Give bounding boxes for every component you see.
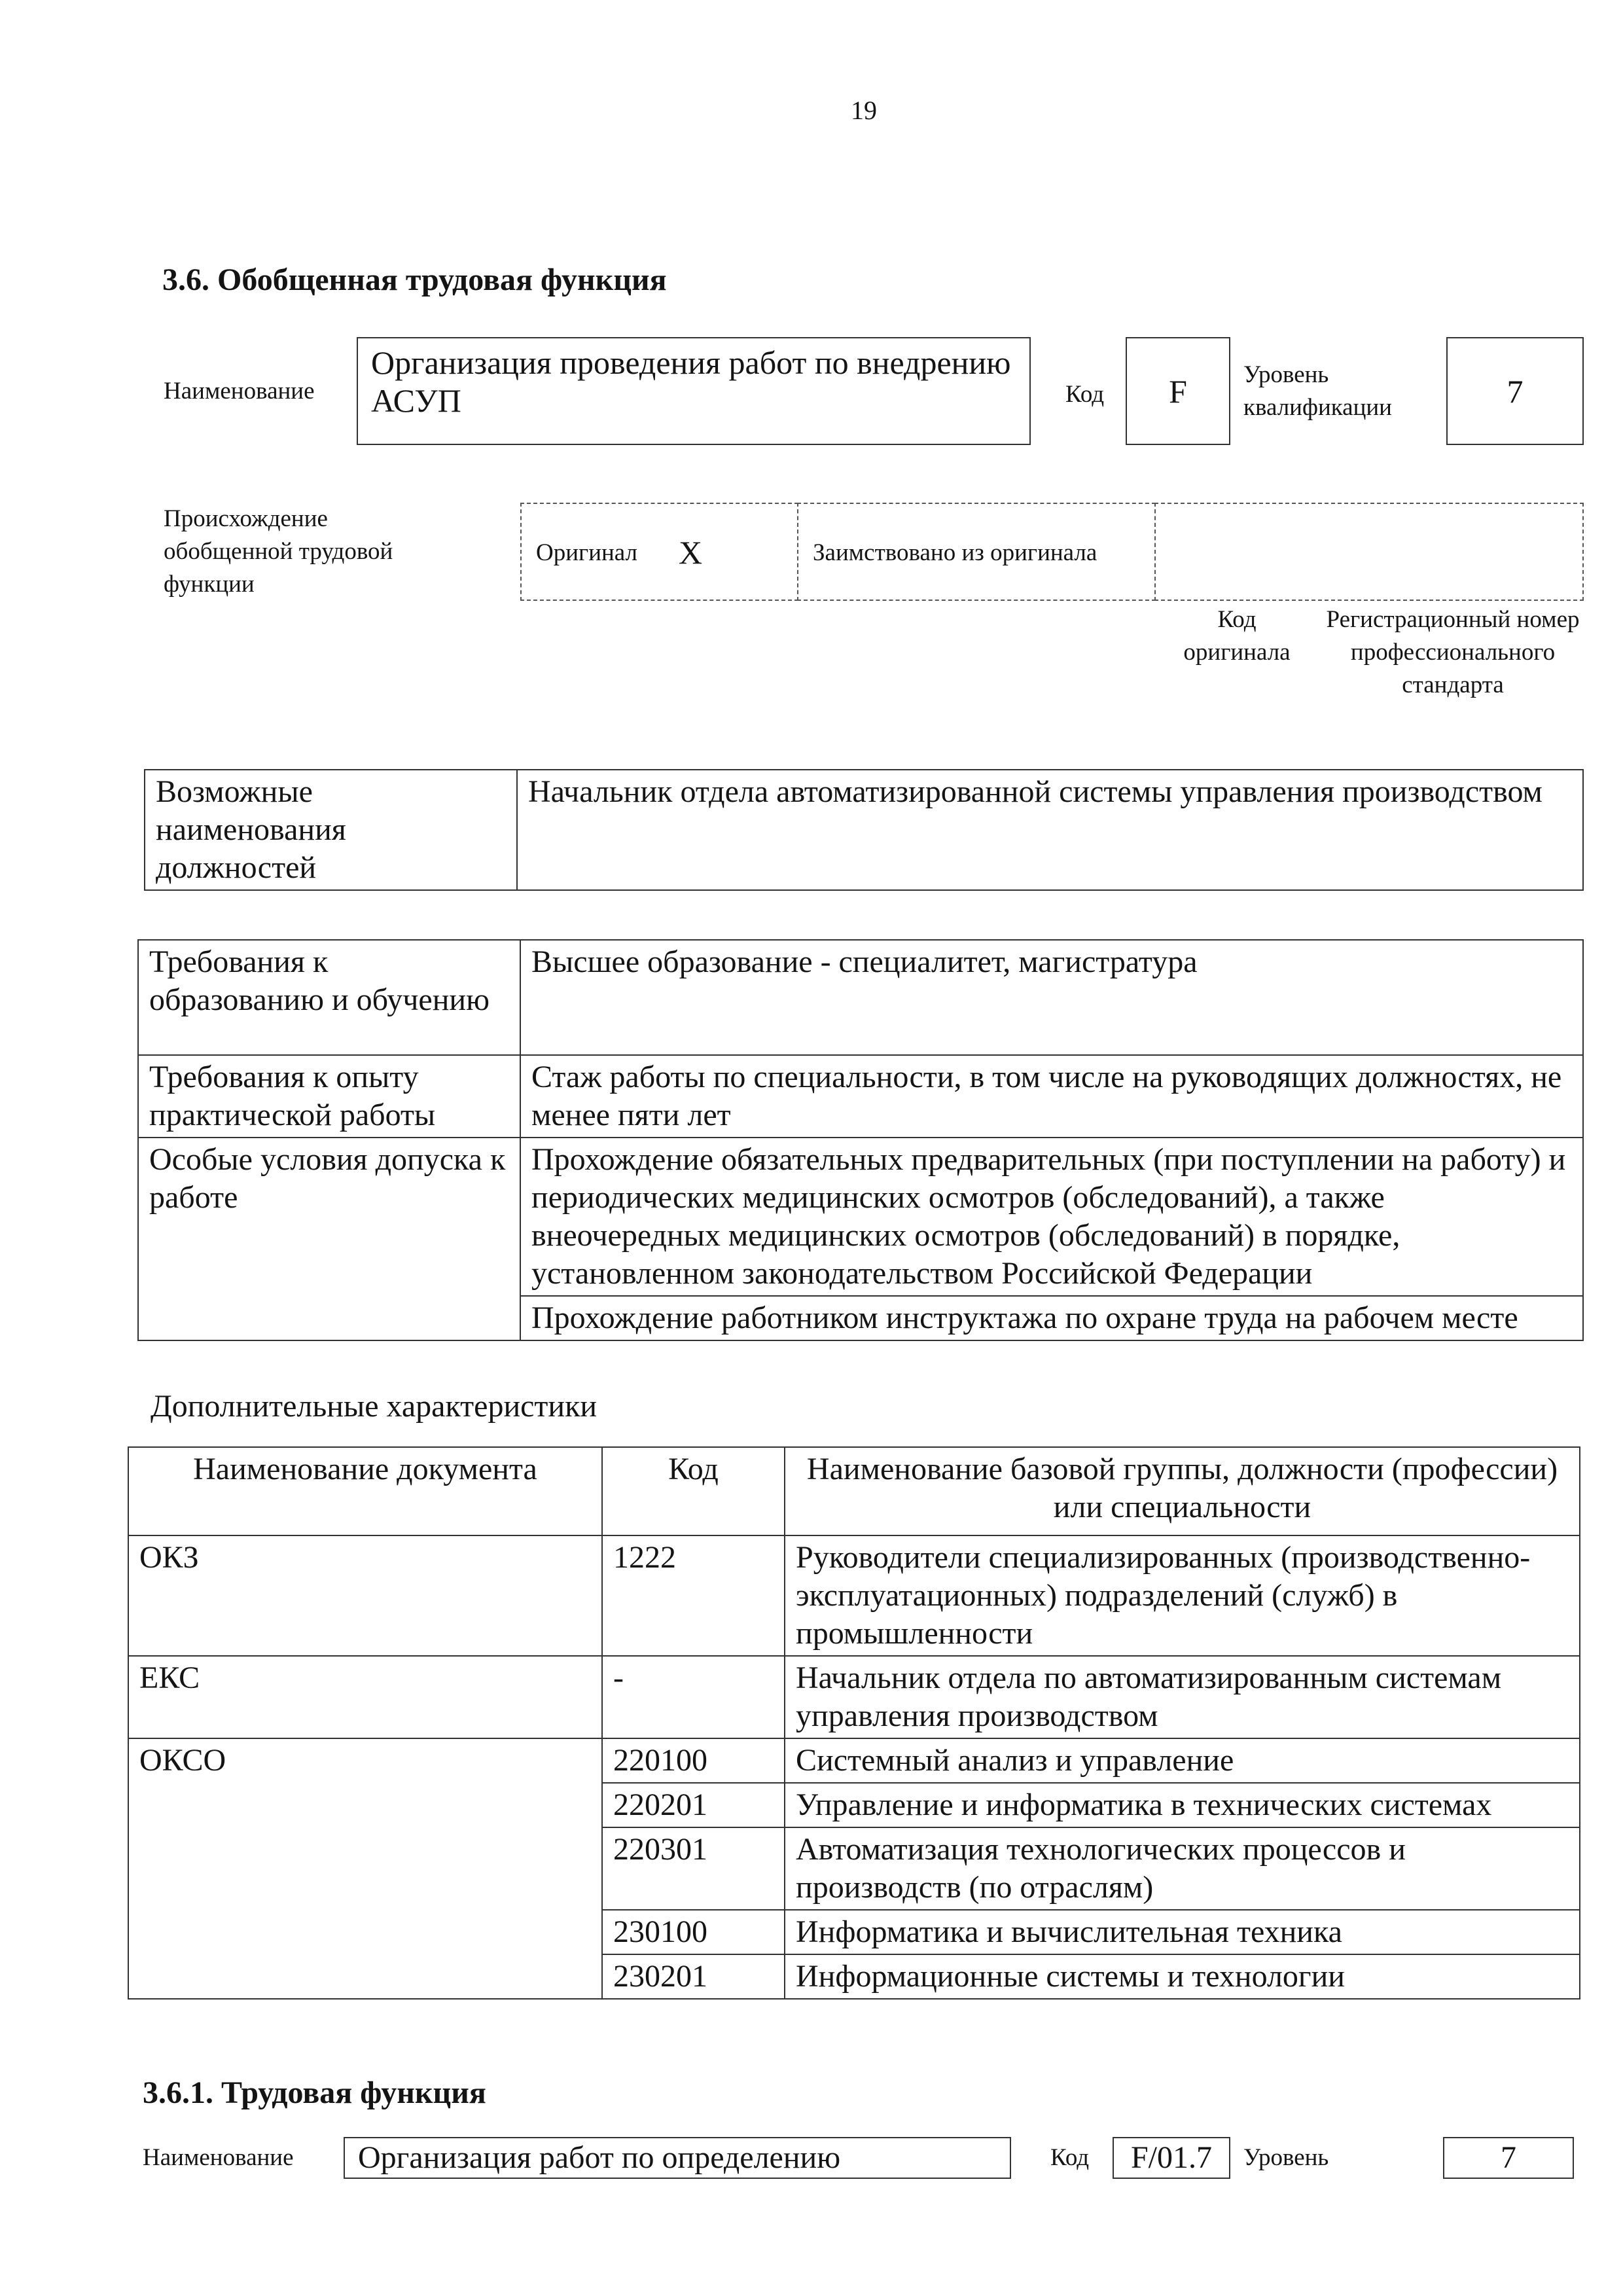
original-label: Оригинал — [536, 539, 638, 566]
original-mark: X — [679, 534, 703, 571]
requirement-value: Стаж работы по специальности, в том числе на руководящих должностях, не менее пяти лет — [520, 1055, 1583, 1138]
requirement-value: Высшее образование - специалитет, магистратура — [520, 940, 1583, 1055]
requirements-table — [137, 939, 1584, 1341]
origin-borrowed-cell — [797, 503, 1156, 601]
cell-doc: ЕКС — [128, 1656, 602, 1738]
cell-doc: ОКЗ — [128, 1535, 602, 1656]
header-code: Код — [602, 1447, 785, 1535]
sub-level-label: Уровень — [1243, 2144, 1329, 2171]
cell-name: Системный анализ и управление — [785, 1738, 1580, 1783]
cell-doc: ОКСО — [128, 1738, 602, 1999]
header-name: Наименование базовой группы, должности (профессии) или специальности — [785, 1447, 1580, 1535]
code-label: Код — [1065, 381, 1105, 408]
sub-level-field — [1443, 2137, 1574, 2179]
borrowed-label: Заимствовано из оригинала — [813, 539, 1097, 566]
cell-code: 1222 — [602, 1535, 785, 1656]
cell-name: Информационные системы и технологии — [785, 1954, 1580, 1999]
level-label: Уровень квалификации — [1243, 361, 1392, 421]
table-row — [128, 1656, 1580, 1738]
sub-code-value: F/01.7 — [1130, 2140, 1213, 2175]
sub-name-value: Организация работ по определению — [358, 2140, 841, 2175]
table-row — [138, 940, 1583, 1055]
cell-code: 230201 — [602, 1954, 785, 1999]
positions-row — [145, 770, 1583, 890]
origin-code-cell — [1154, 503, 1584, 601]
name-field — [357, 337, 1031, 445]
origin-original-cell — [520, 503, 798, 601]
table-header-row — [128, 1447, 1580, 1535]
cell-name: Руководители специализированных (производственно-эксплуатационных) подразделений (служб) в промышленности — [785, 1535, 1580, 1656]
code-value: F — [1169, 373, 1187, 410]
positions-table — [144, 769, 1584, 891]
positions-label: Возможные наименования должностей — [145, 770, 517, 890]
table-row — [138, 1055, 1583, 1138]
name-label: Наименование — [164, 378, 315, 404]
table-row — [138, 1138, 1583, 1296]
code-field — [1126, 337, 1230, 445]
requirement-label: Требования к опыту практической работы — [138, 1055, 520, 1138]
subsection-title: 3.6.1. Трудовая функция — [143, 2075, 486, 2110]
cell-name: Информатика и вычислительная техника — [785, 1910, 1580, 1954]
level-value: 7 — [1507, 373, 1524, 410]
requirement-label: Требования к образованию и обучению — [138, 940, 520, 1055]
cell-name: Управление и информатика в технических системах — [785, 1783, 1580, 1827]
sub-code-field — [1113, 2137, 1230, 2179]
table-row — [128, 1738, 1580, 1783]
level-field — [1446, 337, 1584, 445]
cell-code: - — [602, 1656, 785, 1738]
cell-name: Начальник отдела по автоматизированным системам управления производством — [785, 1656, 1580, 1738]
name-value: Организация проведения работ по внедрению АСУП — [371, 344, 1011, 419]
page-number: 19 — [851, 96, 877, 125]
requirement-value: Прохождение работником инструктажа по охране труда на рабочем месте — [520, 1296, 1583, 1340]
section-title: 3.6. Обобщенная трудовая функция — [162, 262, 667, 297]
additional-table — [128, 1446, 1580, 2000]
cell-code: 220100 — [602, 1738, 785, 1783]
cell-code: 220301 — [602, 1827, 785, 1910]
positions-value: Начальник отдела автоматизированной системы управления производством — [517, 770, 1583, 890]
cell-name: Автоматизация технологических процессов и производств (по отраслям) — [785, 1827, 1580, 1910]
requirement-value: Прохождение обязательных предварительных (при поступлении на работу) и периодических медицинских осмотров (обследований), а также внеочередных медицинских осмотров (обследований) в порядке, установленном законодательством Российской Федерации — [520, 1138, 1583, 1296]
sub-level-value: 7 — [1501, 2140, 1516, 2175]
sub-code-label: Код — [1050, 2144, 1090, 2171]
reg-number-caption: Регистрационный номер профессионального стандарта — [1326, 606, 1580, 698]
header-doc: Наименование документа — [128, 1447, 602, 1535]
table-row — [128, 1535, 1580, 1656]
code-original-caption: Код оригинала — [1183, 606, 1291, 666]
additional-title: Дополнительные характеристики — [151, 1389, 597, 1424]
sub-name-field — [344, 2137, 1011, 2179]
origin-label: Происхождение обобщенной трудовой функции — [164, 505, 393, 598]
cell-code: 230100 — [602, 1910, 785, 1954]
sub-name-label: Наименование — [143, 2144, 294, 2171]
cell-code: 220201 — [602, 1783, 785, 1827]
requirement-label: Особые условия допуска к работе — [138, 1138, 520, 1340]
